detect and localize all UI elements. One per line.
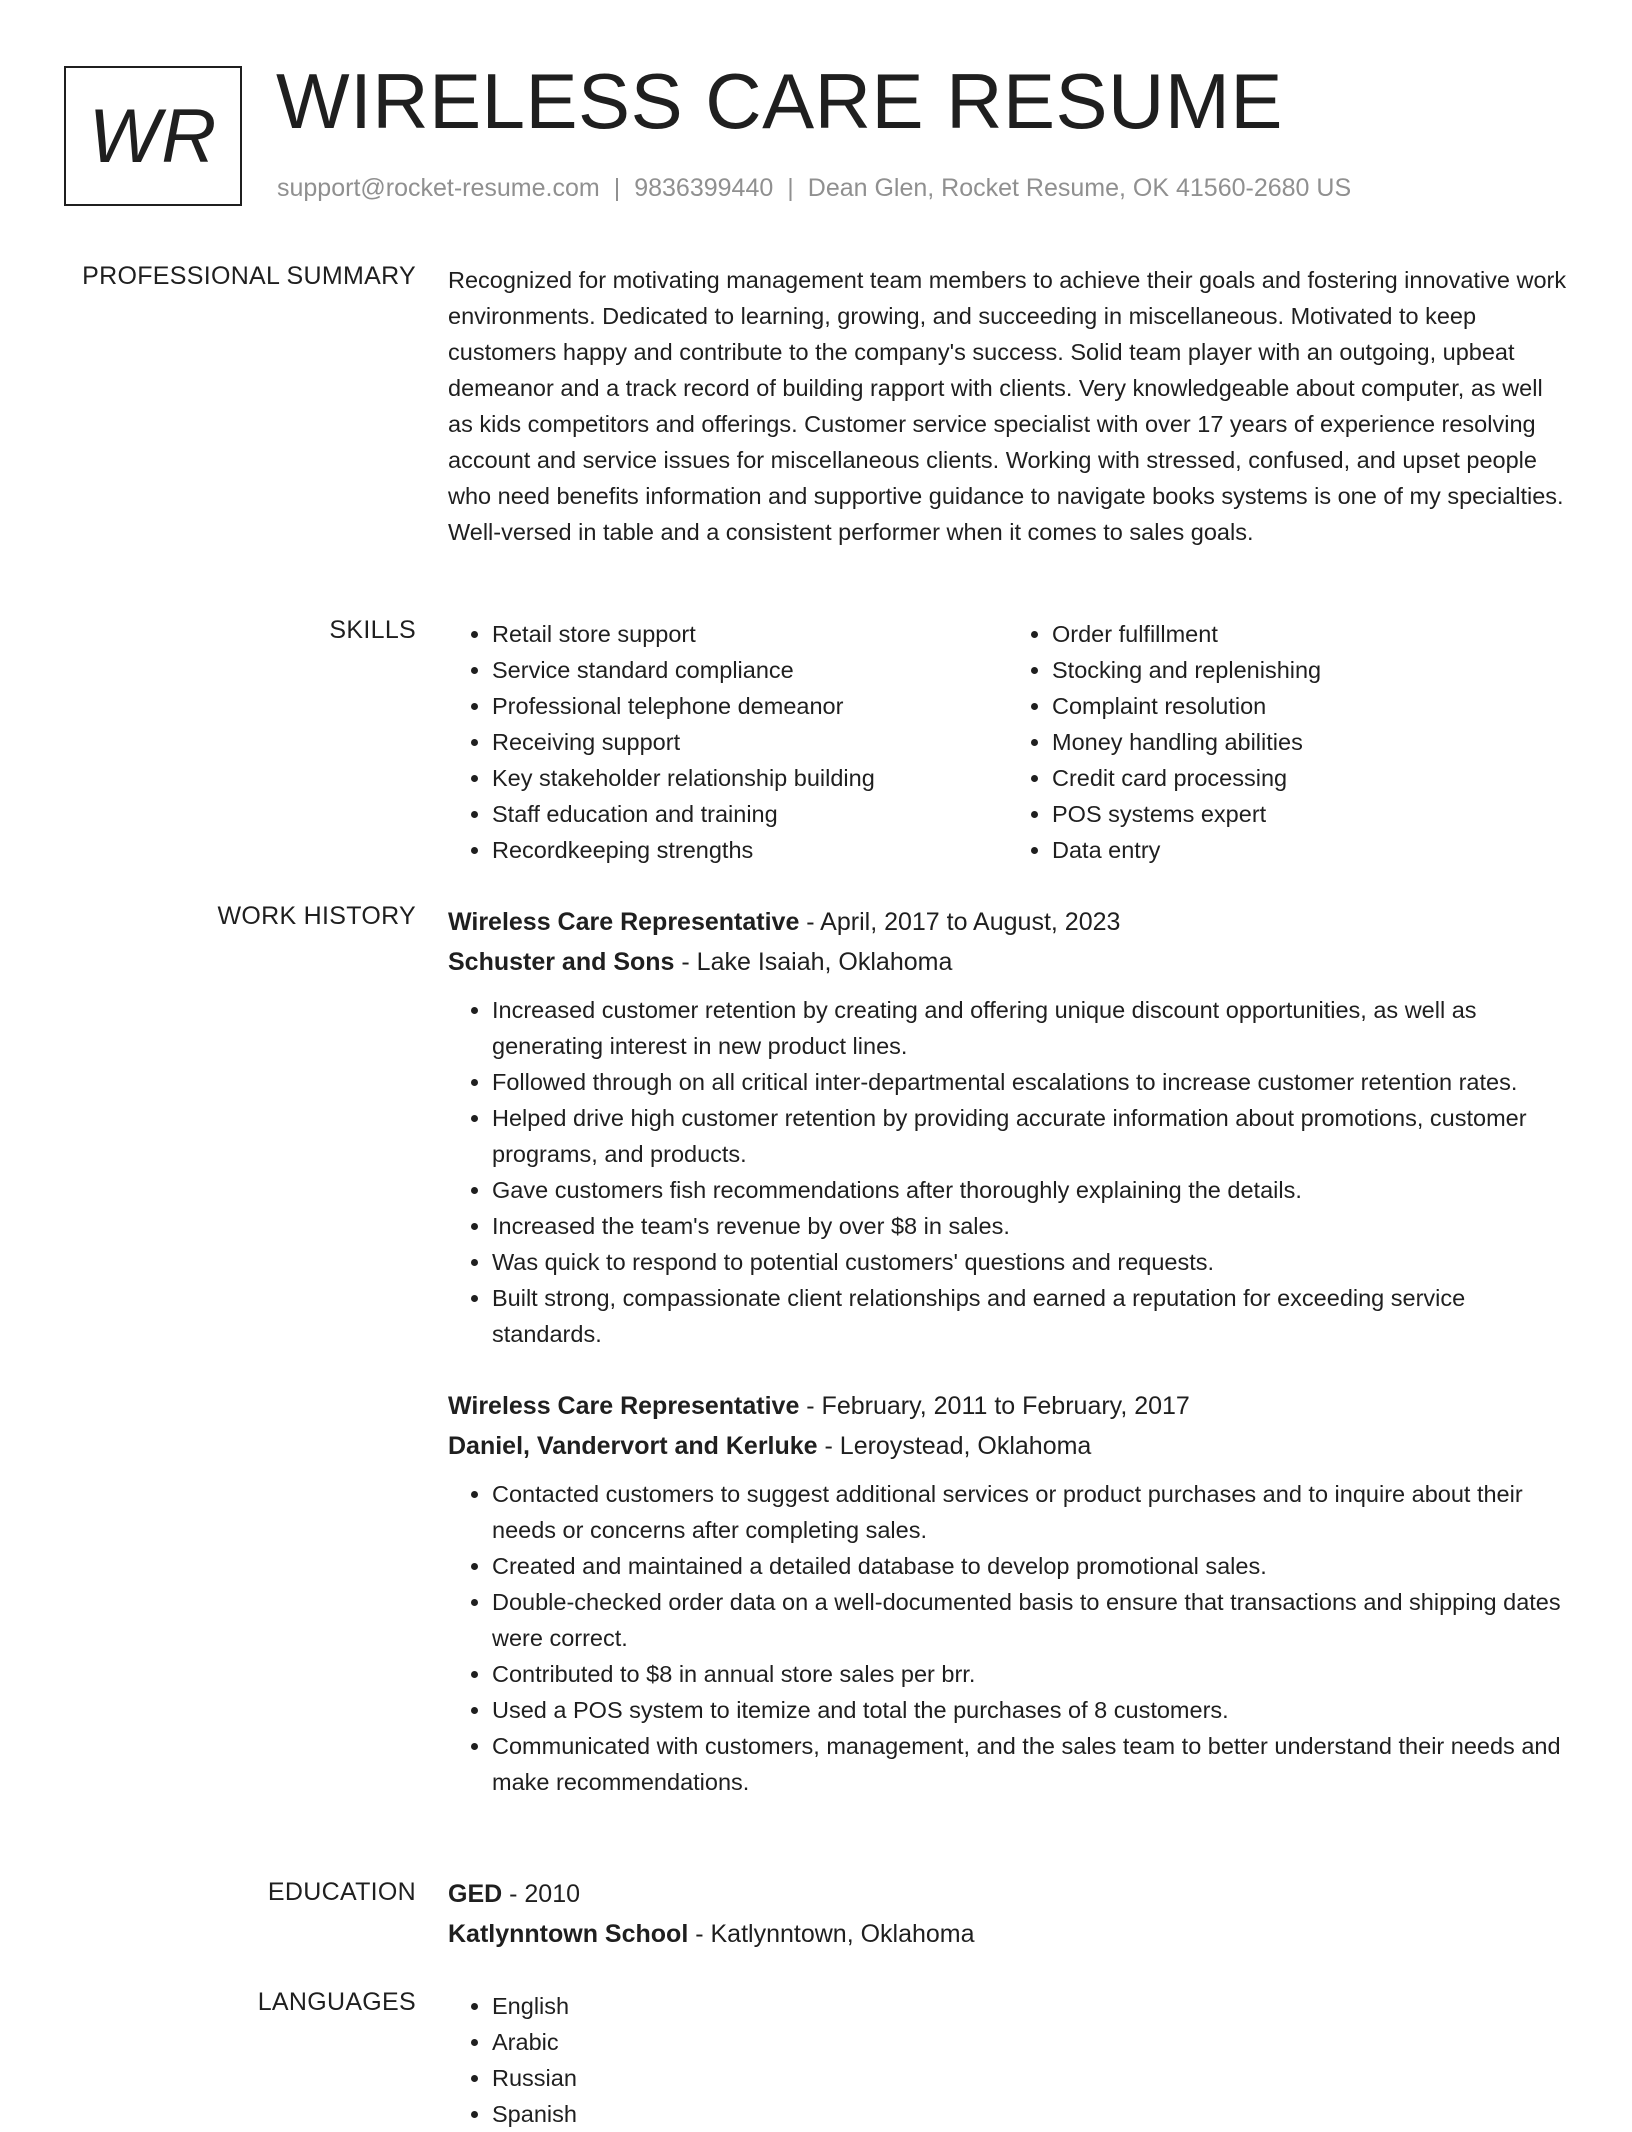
job-bullet: • Increased customer retention by creating and offering unique discount opportunities, as well as generating interest in new product lines. xyxy=(492,992,1568,1064)
education-location: - Katlynntown, Oklahoma xyxy=(688,1920,975,1948)
skill-item: • Order fulfillment xyxy=(1052,616,1568,652)
job-title: Wireless Care Representative xyxy=(448,1392,800,1420)
skills-heading: SKILLS xyxy=(329,616,416,644)
education-year: - 2010 xyxy=(502,1880,581,1908)
skill-item: • Stocking and replenishing xyxy=(1052,652,1568,688)
job-bullet-list xyxy=(448,1476,1568,1800)
language-item: • English xyxy=(492,1988,1568,2024)
job-bullet: • Was quick to respond to potential customers' questions and requests. xyxy=(492,1244,1568,1280)
job-employer: Daniel, Vandervort and Kerluke xyxy=(448,1432,818,1460)
job-employer-line xyxy=(448,942,1568,982)
monogram-initials: WR xyxy=(88,93,218,179)
skill-item: • Professional telephone demeanor xyxy=(492,688,1008,724)
skills-body xyxy=(448,616,1568,868)
job-title: Wireless Care Representative xyxy=(448,908,800,936)
skill-item: • Key stakeholder relationship building xyxy=(492,760,1008,796)
contact-separator: | xyxy=(613,174,621,202)
job-dates: - April, 2017 to August, 2023 xyxy=(799,908,1121,936)
education-degree: GED xyxy=(448,1880,503,1908)
skill-item: • Complaint resolution xyxy=(1052,688,1568,724)
skill-item: • Staff education and training xyxy=(492,796,1008,832)
languages-body xyxy=(448,1988,1568,2132)
skill-item: • POS systems expert xyxy=(1052,796,1568,832)
job-location: - Leroystead, Oklahoma xyxy=(817,1432,1092,1460)
job-bullet: • Followed through on all critical inter-departmental escalations to increase customer retention rates. xyxy=(492,1064,1568,1100)
work-history-body xyxy=(448,902,1568,1800)
resume-title: WIRELESS CARE RESUME xyxy=(276,57,1283,145)
skill-item: • Money handling abilities xyxy=(1052,724,1568,760)
work-history-heading: WORK HISTORY xyxy=(217,902,416,930)
language-item: • Arabic xyxy=(492,2024,1568,2060)
languages-list xyxy=(448,1988,1568,2132)
job-bullet: • Helped drive high customer retention by providing accurate information about promotions, customer programs, and products. xyxy=(492,1100,1568,1172)
summary-text: Recognized for motivating management team members to achieve their goals and fostering innovative work environments. Dedicated to learning, growing, and succeeding in miscellaneous. Motivated to keep customers happy and contribute to the company's success. Solid team player with an outgoing, upbeat demeanor and a track record of building rapport with clients. Very knowledgeable about computer, as well as kids competitors and offerings. Customer service specialist with over 17 years of experience resolving account and service issues for miscellaneous clients. Working with stressed, confused, and upset people who need benefits information and supportive guidance to navigate books systems is one of my specialties. Well-versed in table and a consistent performer when it comes to sales goals. xyxy=(448,267,1567,545)
skill-item: • Data entry xyxy=(1052,832,1568,868)
skill-item: • Credit card processing xyxy=(1052,760,1568,796)
job-location: - Lake Isaiah, Oklahoma xyxy=(674,948,953,976)
skill-item: • Retail store support xyxy=(492,616,1008,652)
education-school-line xyxy=(448,1914,1568,1954)
contact-line xyxy=(277,174,1351,203)
contact-phone: 9836399440 xyxy=(634,174,774,202)
job-bullet: • Gave customers fish recommendations after thoroughly explaining the details. xyxy=(492,1172,1568,1208)
job-bullet: • Built strong, compassionate client relationships and earned a reputation for exceeding service standards. xyxy=(492,1280,1568,1352)
job-bullet-list xyxy=(448,992,1568,1352)
job-bullet: • Contacted customers to suggest additional services or product purchases and to inquire about their needs or concerns after completing sales. xyxy=(492,1476,1568,1548)
contact-separator: | xyxy=(787,174,794,202)
skills-list-right xyxy=(1008,616,1568,868)
education-body xyxy=(448,1874,1568,1964)
job-bullet: • Increased the team's revenue by over $8 in sales. xyxy=(492,1208,1568,1244)
job-title-line xyxy=(448,902,1568,942)
skill-item: • Recordkeeping strengths xyxy=(492,832,1008,868)
language-item: • Spanish xyxy=(492,2096,1568,2132)
job-title-line xyxy=(448,1386,1568,1426)
job-bullet: • Used a POS system to itemize and total the purchases of 8 customers. xyxy=(492,1692,1568,1728)
job-dates: - February, 2011 to February, 2017 xyxy=(799,1392,1190,1420)
education-heading: EDUCATION xyxy=(267,1878,416,1906)
job-bullet: • Contributed to $8 in annual store sales per brr. xyxy=(492,1656,1568,1692)
summary-heading: PROFESSIONAL SUMMARY xyxy=(82,262,416,290)
language-item: • Russian xyxy=(492,2060,1568,2096)
skill-item: • Service standard compliance xyxy=(492,652,1008,688)
languages-heading: LANGUAGES xyxy=(257,1988,416,2016)
job-bullet: • Communicated with customers, management, and the sales team to better understand their needs and make recommendations. xyxy=(492,1728,1568,1800)
job-bullet: • Double-checked order data on a well-documented basis to ensure that transactions and shipping dates were correct. xyxy=(492,1584,1568,1656)
job-bullet: • Created and maintained a detailed database to develop promotional sales. xyxy=(492,1548,1568,1584)
skills-list-left xyxy=(448,616,1008,868)
job-entry xyxy=(448,902,1568,1352)
education-degree-line xyxy=(448,1874,1568,1914)
contact-address: Dean Glen, Rocket Resume, OK 41560-2680 US xyxy=(807,174,1352,202)
skill-item: • Receiving support xyxy=(492,724,1008,760)
education-school: Katlynntown School xyxy=(448,1920,689,1948)
job-entry xyxy=(448,1386,1568,1800)
job-employer-line xyxy=(448,1426,1568,1466)
monogram-box xyxy=(64,66,242,206)
contact-email: support@rocket-resume.com xyxy=(277,174,600,202)
job-employer: Schuster and Sons xyxy=(448,948,675,976)
summary-body xyxy=(448,262,1568,550)
